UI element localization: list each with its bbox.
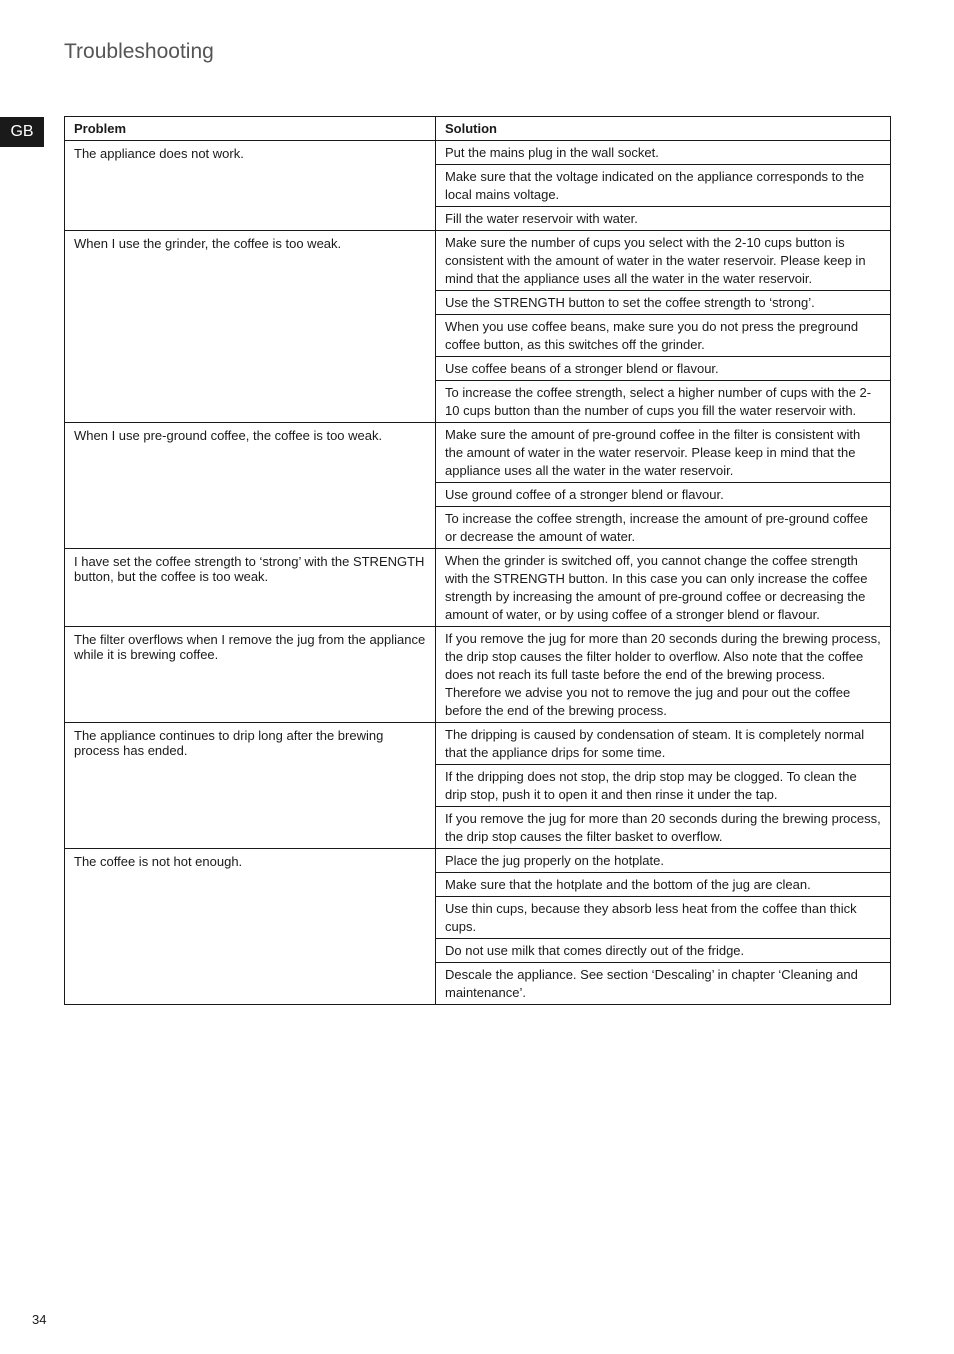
troubleshooting-table bbox=[64, 116, 891, 1005]
solution-cell: The dripping is caused by condensation of steam. It is completely normal that the appliance drips for some time. bbox=[436, 723, 891, 765]
table-row bbox=[65, 849, 891, 873]
solution-cell: Place the jug properly on the hotplate. bbox=[436, 849, 891, 873]
solution-cell: Fill the water reservoir with water. bbox=[436, 207, 891, 231]
solution-cell: Put the mains plug in the wall socket. bbox=[436, 141, 891, 165]
solution-cell: Use the STRENGTH button to set the coffee strength to ‘strong’. bbox=[436, 291, 891, 315]
page-number: 34 bbox=[32, 1312, 47, 1327]
problem-header: Problem bbox=[65, 117, 436, 141]
problem-cell: When I use pre-ground coffee, the coffee is too weak. bbox=[65, 423, 436, 549]
table-row bbox=[65, 423, 891, 483]
problem-cell: The appliance continues to drip long after the brewing process has ended. bbox=[65, 723, 436, 849]
table-body bbox=[65, 141, 891, 1005]
solution-cell: Make sure the amount of pre-ground coffee in the filter is consistent with the amount of water in the water reservoir. Please keep in mind that the appliance uses all the water in the water reservoir. bbox=[436, 423, 891, 483]
table-header-row bbox=[65, 117, 891, 141]
solution-cell: When the grinder is switched off, you cannot change the coffee strength with the STRENGTH button. In this case you can only increase the coffee strength by increasing the amount of pre-ground coffee or decreasing the amount of water, or by using coffee of a stronger blend or flavour. bbox=[436, 549, 891, 627]
table-row bbox=[65, 723, 891, 765]
solution-cell: Descale the appliance. See section ‘Descaling’ in chapter ‘Cleaning and maintenance’. bbox=[436, 963, 891, 1005]
table-row bbox=[65, 549, 891, 627]
solution-cell: Make sure that the voltage indicated on the appliance corresponds to the local mains voltage. bbox=[436, 165, 891, 207]
problem-cell: The filter overflows when I remove the jug from the appliance while it is brewing coffee. bbox=[65, 627, 436, 723]
table-row bbox=[65, 627, 891, 723]
problem-cell: The coffee is not hot enough. bbox=[65, 849, 436, 1005]
solution-cell: If the dripping does not stop, the drip stop may be clogged. To clean the drip stop, push it to open it and then rinse it under the tap. bbox=[436, 765, 891, 807]
page-title: Troubleshooting bbox=[64, 40, 214, 63]
solution-cell: Use coffee beans of a stronger blend or flavour. bbox=[436, 357, 891, 381]
solution-cell: Use thin cups, because they absorb less heat from the coffee than thick cups. bbox=[436, 897, 891, 939]
solution-cell: When you use coffee beans, make sure you do not press the preground coffee button, as this switches off the grinder. bbox=[436, 315, 891, 357]
solution-cell: To increase the coffee strength, increase the amount of pre-ground coffee or decrease the amount of water. bbox=[436, 507, 891, 549]
solution-cell: To increase the coffee strength, select a higher number of cups with the 2-10 cups button than the number of cups you fill the water reservoir with. bbox=[436, 381, 891, 423]
solution-header: Solution bbox=[436, 117, 891, 141]
solution-cell: Make sure the number of cups you select with the 2-10 cups button is consistent with the amount of water in the water reservoir. Please keep in mind that the appliance uses all the water in the water reservoir. bbox=[436, 231, 891, 291]
solution-cell: Make sure that the hotplate and the bottom of the jug are clean. bbox=[436, 873, 891, 897]
problem-cell: I have set the coffee strength to ‘strong’ with the STRENGTH button, but the coffee is too weak. bbox=[65, 549, 436, 627]
problem-cell: When I use the grinder, the coffee is too weak. bbox=[65, 231, 436, 423]
solution-cell: Use ground coffee of a stronger blend or flavour. bbox=[436, 483, 891, 507]
table-row bbox=[65, 231, 891, 291]
solution-cell: Do not use milk that comes directly out of the fridge. bbox=[436, 939, 891, 963]
language-tab: GB bbox=[0, 117, 44, 147]
table-row bbox=[65, 141, 891, 165]
solution-cell: If you remove the jug for more than 20 seconds during the brewing process, the drip stop causes the filter basket to overflow. bbox=[436, 807, 891, 849]
solution-cell: If you remove the jug for more than 20 seconds during the brewing process, the drip stop causes the filter holder to overflow. Also note that the coffee does not reach its full taste before the end of the brewing process. Therefore we advise you not to remove the jug and pour out the coffee before the end of the brewing process. bbox=[436, 627, 891, 723]
problem-cell: The appliance does not work. bbox=[65, 141, 436, 231]
